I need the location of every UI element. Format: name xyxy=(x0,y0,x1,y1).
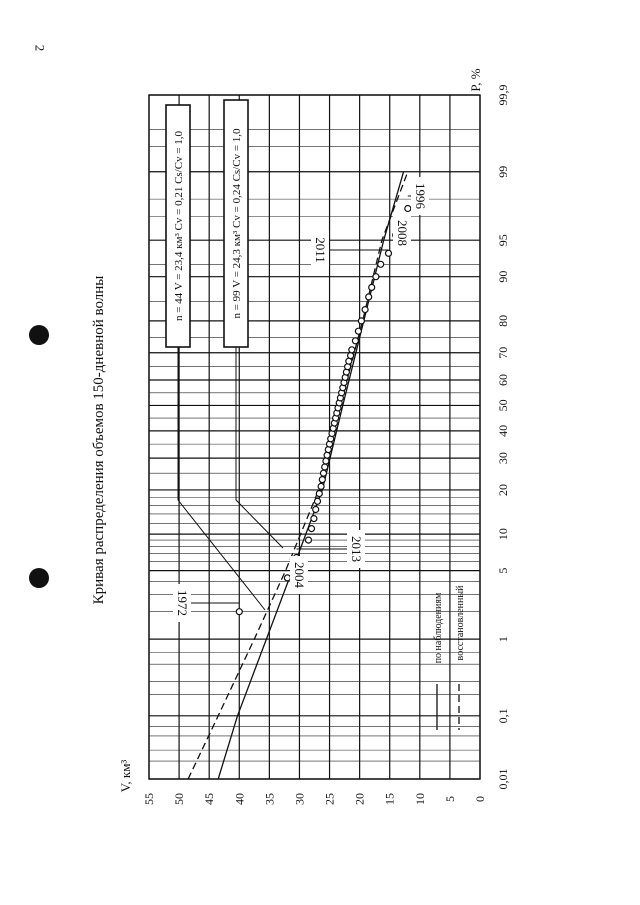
p-tick-label: 99 xyxy=(496,165,510,178)
year-annotation: 1972 xyxy=(175,590,190,616)
observation-point xyxy=(358,318,364,324)
p-tick-label: 0,01 xyxy=(496,768,510,790)
v-tick-label: 10 xyxy=(412,793,427,805)
v-tick-label: 5 xyxy=(442,796,457,802)
observation-point xyxy=(366,294,372,300)
p-tick-label: 0,1 xyxy=(496,708,510,724)
observation-point xyxy=(306,537,312,543)
observation-point xyxy=(355,328,361,334)
observation-point xyxy=(324,452,330,458)
x-axis-label: P, % xyxy=(468,68,483,92)
v-tick-label: 45 xyxy=(202,793,217,805)
year-annotation: 2013 xyxy=(349,536,364,562)
p-tick-label: 95 xyxy=(496,234,510,247)
observation-point xyxy=(236,609,242,615)
p-tick-label: 10 xyxy=(496,528,510,541)
legend-label: по наблюдениям xyxy=(433,592,444,664)
p-tick-label: 90 xyxy=(496,270,510,283)
parameter-box-text: n = 44 V = 23,4 км³ Cv = 0,21 Cs/Cv = 1,0 xyxy=(173,130,185,322)
observation-point xyxy=(378,261,384,267)
observation-point xyxy=(373,274,379,280)
p-tick-label: 80 xyxy=(496,314,510,327)
observation-point xyxy=(309,526,315,532)
v-tick-label: 25 xyxy=(322,793,337,805)
box-leader-2 xyxy=(236,347,283,548)
year-annotation: 1996 xyxy=(413,183,428,209)
p-tick-label: 60 xyxy=(496,373,510,386)
y-axis-label: V, км³ xyxy=(118,759,133,793)
p-tick-label: 20 xyxy=(496,483,510,496)
observation-point xyxy=(322,464,328,470)
observation-point xyxy=(284,575,290,581)
p-tick-label: 99,9 xyxy=(496,84,510,106)
observation-point xyxy=(348,353,354,359)
v-tick-label: 30 xyxy=(292,793,307,805)
observation-point xyxy=(362,307,368,313)
observation-point xyxy=(311,516,317,522)
observation-point xyxy=(318,483,324,489)
series-lines xyxy=(188,172,408,779)
p-tick-label: 30 xyxy=(496,452,510,465)
observation-point xyxy=(323,458,329,464)
plot-frame xyxy=(149,95,480,779)
parameter-boxes xyxy=(166,100,283,610)
observation-point xyxy=(369,284,375,290)
observation-point xyxy=(313,507,319,513)
v-tick-label: 35 xyxy=(262,793,277,805)
legend-label: восстановленный xyxy=(455,585,466,661)
year-annotation: 2004 xyxy=(292,562,307,588)
v-tick-label: 40 xyxy=(232,793,247,805)
observation-point xyxy=(352,338,358,344)
v-tick-label: 55 xyxy=(142,793,156,805)
plot-border xyxy=(149,95,480,779)
page-number: 2 xyxy=(32,44,48,52)
chart-title: Кривая распределения объемов 150-дневной волны xyxy=(91,275,107,605)
v-tick-label: 0 xyxy=(473,796,487,802)
chart-grid xyxy=(149,95,480,779)
year-annotations xyxy=(173,177,429,622)
v-tick-label: 20 xyxy=(352,793,367,805)
observation-point xyxy=(349,347,355,353)
observation-point xyxy=(319,477,325,483)
observation-point xyxy=(386,250,392,256)
observation-point xyxy=(315,498,321,504)
observation-point xyxy=(316,491,322,497)
parameter-box-text: n = 99 V = 24,3 км³ Cv = 0,24 Cs/Cv = 1,0 xyxy=(231,128,243,319)
observation-point xyxy=(321,470,327,476)
observation-point xyxy=(405,206,411,212)
v-tick-label: 15 xyxy=(382,793,397,805)
restored-curve xyxy=(188,172,408,779)
p-tick-label: 40 xyxy=(496,424,510,437)
v-tick-label: 50 xyxy=(172,793,187,805)
p-tick-label: 1 xyxy=(496,636,510,643)
year-annotation: 2008 xyxy=(395,220,410,246)
p-tick-label: 5 xyxy=(496,567,510,574)
p-tick-label: 50 xyxy=(496,399,510,412)
p-tick-label: 70 xyxy=(496,346,510,359)
year-annotation: 2011 xyxy=(313,237,328,263)
